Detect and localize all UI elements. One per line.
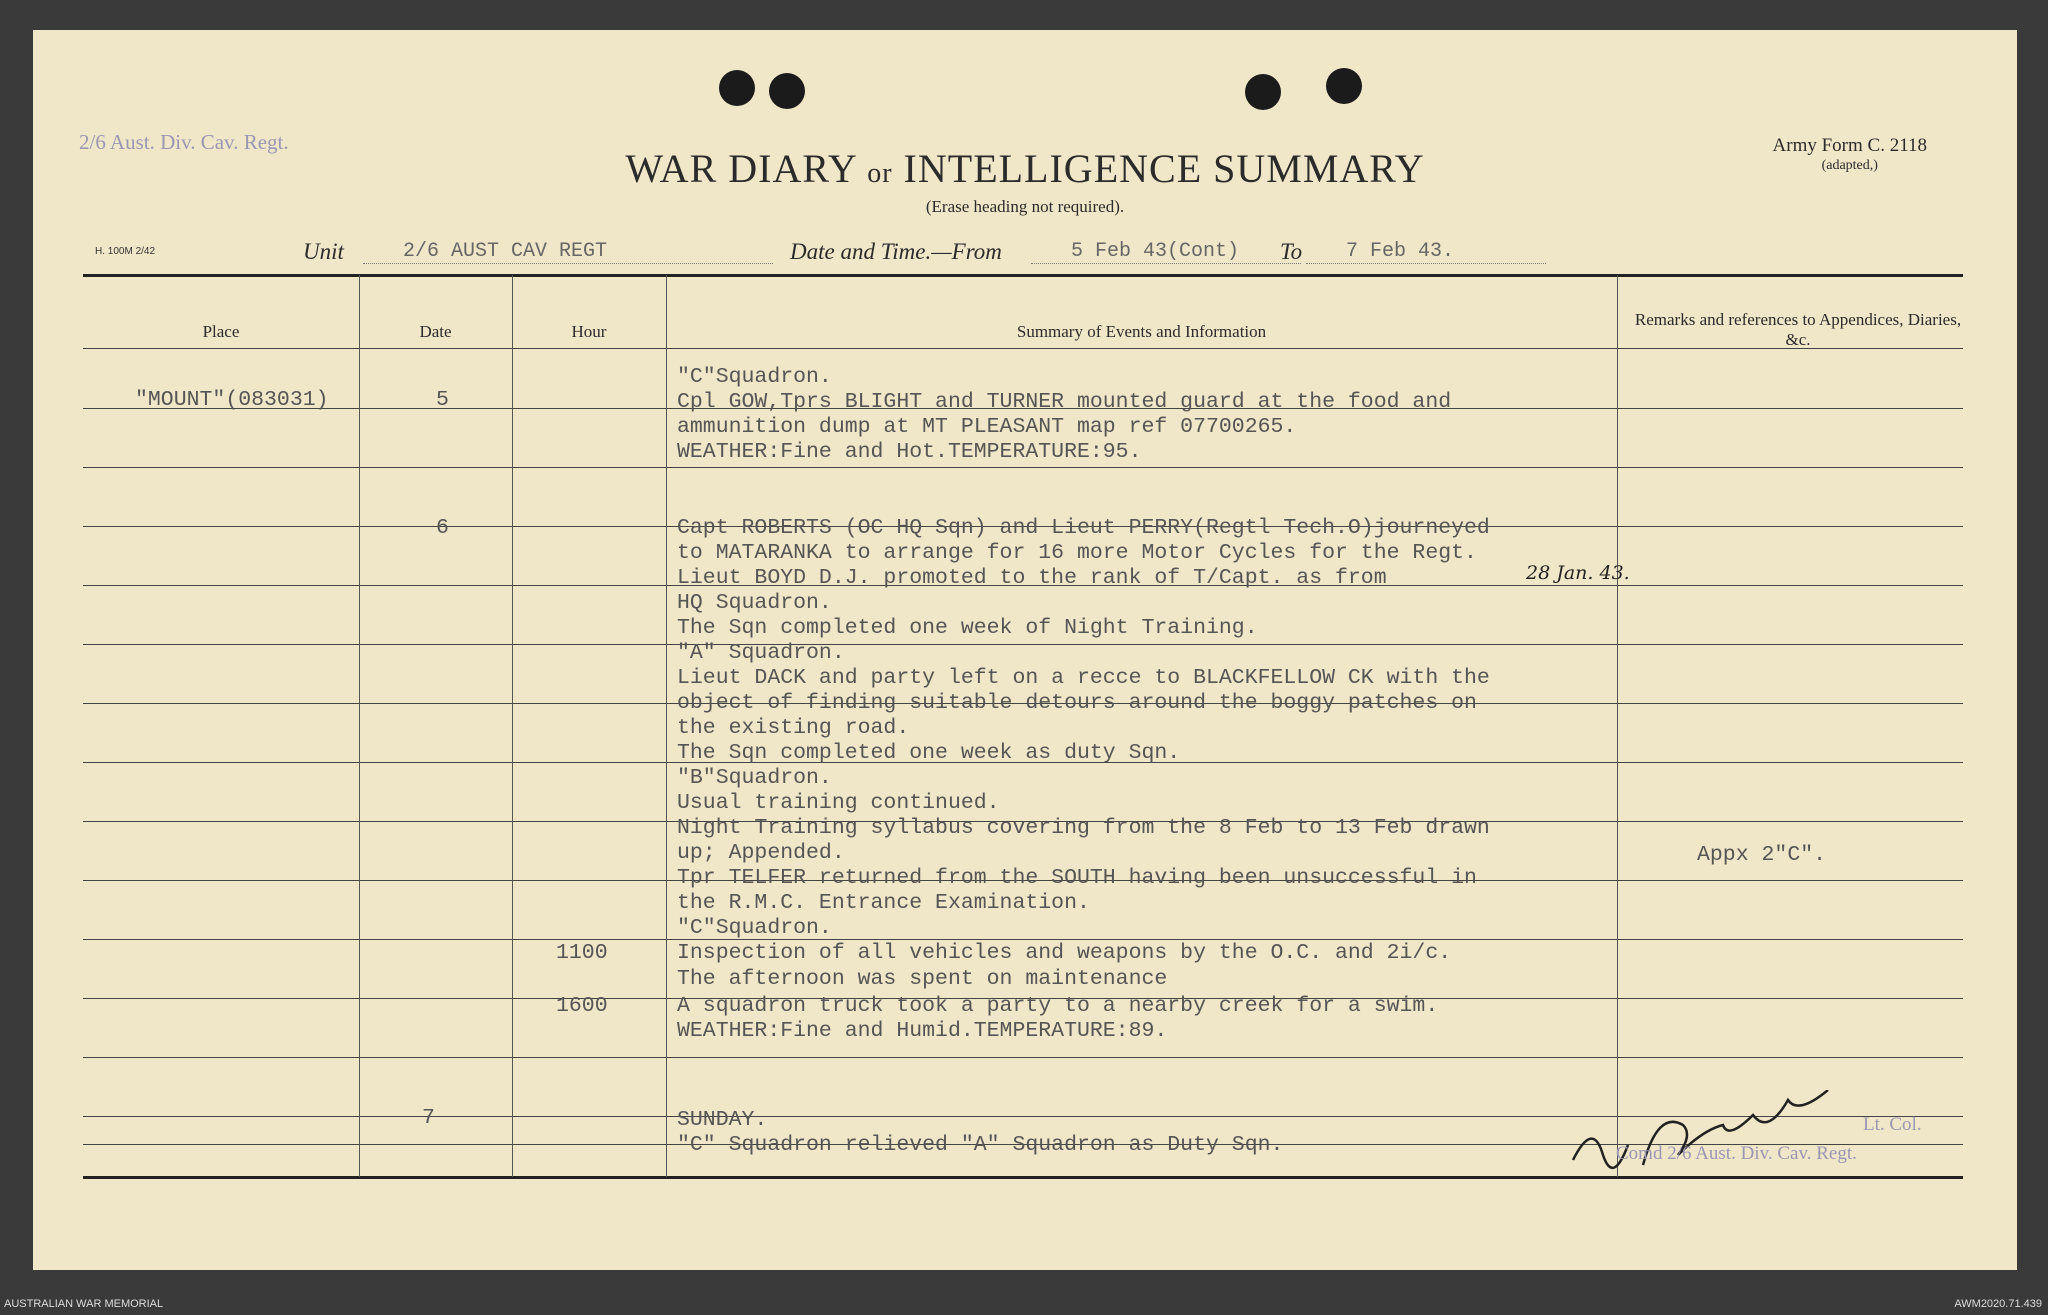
erase-note: (Erase heading not required). xyxy=(925,197,1125,216)
table-top-rule xyxy=(83,274,1963,277)
archive-credit: AUSTRALIAN WAR MEMORIAL xyxy=(4,1298,164,1310)
summary-line: Cpl GOW,Tprs BLIGHT and TURNER mounted guard at the food and xyxy=(677,390,1452,414)
summary-line: The Sqn completed one week as duty Sqn. xyxy=(677,741,1181,765)
unit-value: 2/6 AUST CAV REGT xyxy=(363,240,773,264)
summary-line: Capt ROBERTS (OC HQ Sqn) and Lieut PERRY(Regtl Tech.O)journeyed xyxy=(677,516,1490,540)
summary-line: "C" Squadron relieved "A" Squadron as Duty Sqn. xyxy=(677,1133,1284,1157)
date-entry: 5 xyxy=(436,388,449,412)
summary-line: object of finding suitable detours around the boggy patches on xyxy=(677,691,1477,715)
summary-line: Lieut BOYD D.J. promoted to the rank of T/Capt. as from xyxy=(677,566,1387,590)
print-code: H. 100M 2/42 xyxy=(95,246,156,257)
col-header-date: Date xyxy=(419,322,452,341)
signature-rank: Lt. Col. xyxy=(1863,1114,1922,1135)
punch-hole xyxy=(1245,74,1281,110)
war-diary-page xyxy=(33,30,2017,1270)
summary-line: "C"Squadron. xyxy=(677,916,832,940)
col-header-summary: Summary of Events and Information xyxy=(1016,322,1267,341)
summary-line: WEATHER:Fine and Humid.TEMPERATURE:89. xyxy=(677,1019,1168,1043)
summary-line: "A" Squadron. xyxy=(677,641,845,665)
row-rule xyxy=(83,1057,1963,1058)
col-header-place: Place xyxy=(202,322,240,341)
army-form-ref: Army Form C. 2118 (adapted,) xyxy=(1772,135,1927,173)
summary-line: WEATHER:Fine and Hot.TEMPERATURE:95. xyxy=(677,440,1142,464)
summary-line: Lieut DACK and party left on a recce to BLACKFELLOW CK with the xyxy=(677,666,1490,690)
date-label: Date and Time.—From xyxy=(790,239,1002,264)
hour-entry: 1100 xyxy=(556,941,608,965)
col-header-hour: Hour xyxy=(571,322,607,341)
to-label: To xyxy=(1280,239,1303,264)
summary-line: Inspection of all vehicles and weapons by the O.C. and 2i/c. xyxy=(677,941,1452,965)
summary-line: ammunition dump at MT PLEASANT map ref 07700265. xyxy=(677,415,1297,439)
hour-entry: 1600 xyxy=(556,994,608,1018)
summary-line: "C"Squadron. xyxy=(677,365,832,389)
col-header-remarks: Remarks and references to Appendices, Diaries, &c. xyxy=(1634,310,1962,350)
summary-line: the existing road. xyxy=(677,716,910,740)
signature-stamp: Comd 2/6 Aust. Div. Cav. Regt. xyxy=(1616,1143,1857,1164)
summary-line: SUNDAY. xyxy=(677,1108,768,1132)
document-title: WAR DIARY or INTELLIGENCE SUMMARY xyxy=(625,146,1425,191)
summary-line: Night Training syllabus covering from the 8 Feb to 13 Feb drawn xyxy=(677,816,1490,840)
column-divider xyxy=(359,275,360,1177)
summary-line: HQ Squadron. xyxy=(677,591,832,615)
punch-hole xyxy=(719,70,755,106)
column-divider xyxy=(1617,275,1618,1177)
date-from: 5 Feb 43(Cont) xyxy=(1031,240,1301,264)
handwritten-date: 28 Jan. 43. xyxy=(1526,562,1630,584)
date-entry: 6 xyxy=(436,516,449,540)
date-to: 7 Feb 43. xyxy=(1306,240,1546,264)
summary-line: "B"Squadron. xyxy=(677,766,832,790)
summary-line: Tpr TELFER returned from the SOUTH having been unsuccessful in xyxy=(677,866,1477,890)
row-rule xyxy=(83,644,1963,645)
summary-line: the R.M.C. Entrance Examination. xyxy=(677,891,1090,915)
summary-line: to MATARANKA to arrange for 16 more Motor Cycles for the Regt. xyxy=(677,541,1477,565)
place-entry: "MOUNT"(083031) xyxy=(135,388,329,412)
archive-id: AWM2020.71.439 xyxy=(1954,1298,2042,1310)
remark-appendix: Appx 2"C". xyxy=(1697,843,1827,867)
column-divider xyxy=(512,275,513,1177)
summary-line: The Sqn completed one week of Night Training. xyxy=(677,616,1258,640)
column-divider xyxy=(666,275,667,1177)
summary-line: Usual training continued. xyxy=(677,791,1000,815)
summary-line: The afternoon was spent on maintenance xyxy=(677,967,1168,991)
punch-hole xyxy=(769,73,805,109)
date-entry: 7 xyxy=(422,1106,435,1130)
unit-label: Unit xyxy=(303,239,344,264)
punch-hole xyxy=(1326,68,1362,104)
unit-stamp: 2/6 Aust. Div. Cav. Regt. xyxy=(79,130,289,154)
summary-line: A squadron truck took a party to a nearby creek for a swim. xyxy=(677,994,1439,1018)
summary-line: up; Appended. xyxy=(677,841,845,865)
row-rule xyxy=(83,467,1963,468)
row-rule xyxy=(83,939,1963,940)
